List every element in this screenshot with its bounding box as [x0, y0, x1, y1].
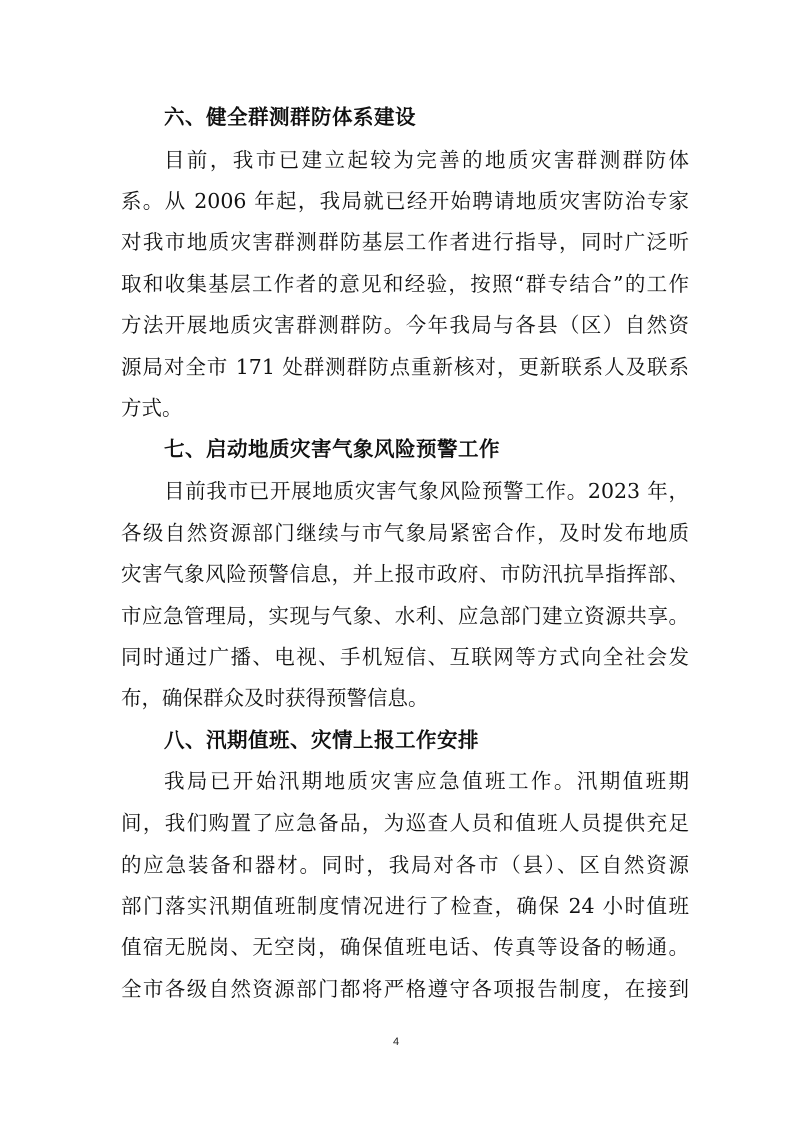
section-heading-6: 六、健全群测群防体系建设: [164, 105, 416, 129]
paragraph-line: 对我市地质灾害群测群防基层工作者进行指导，同时广泛听: [121, 230, 689, 254]
paragraph-line: 同时通过广播、电视、手机短信、互联网等方式向全社会发: [121, 645, 689, 669]
paragraph-line: 方法开展地质灾害群测群防。今年我局与各县（区）自然资: [121, 313, 689, 337]
paragraph-line: 全市各级自然资源部门都将严格遵守各项报告制度，在接到: [121, 977, 689, 1001]
paragraph-line: 各级自然资源部门继续与市气象局紧密合作，及时发布地质: [121, 521, 689, 545]
paragraph-line: 目前我市已开展地质灾害气象风险预警工作。2023 年，: [164, 479, 689, 503]
paragraph-line: 方式。: [121, 396, 183, 420]
section-heading-8: 八、汛期值班、灾情上报工作安排: [164, 728, 479, 752]
paragraph-line: 我局已开始汛期地质灾害应急值班工作。汛期值班期: [164, 769, 689, 793]
paragraph-line: 源局对全市 171 处群测群防点重新核对，更新联系人及联系: [121, 355, 689, 379]
paragraph-line: 取和收集基层工作者的意见和经验，按照“群专结合”的工作: [121, 272, 689, 296]
paragraph-line: 灾害气象风险预警信息，并上报市政府、市防汛抗旱指挥部、: [121, 562, 689, 586]
paragraph-line: 系。从 2006 年起，我局就已经开始聘请地质灾害防治专家: [121, 189, 689, 213]
page-number: 4: [392, 1036, 400, 1048]
section-heading-7: 七、启动地质灾害气象风险预警工作: [164, 437, 500, 461]
paragraph-line: 布，确保群众及时获得预警信息。: [121, 686, 429, 710]
paragraph-line: 的应急装备和器材。同时，我局对各市（县）、区自然资源: [121, 853, 689, 877]
paragraph-line: 间，我们购置了应急备品，为巡查人员和值班人员提供充足: [121, 811, 689, 835]
paragraph-line: 目前，我市已建立起较为完善的地质灾害群测群防体: [164, 148, 689, 172]
paragraph-line: 值宿无脱岗、无空岗，确保值班电话、传真等设备的畅通。: [121, 935, 689, 959]
paragraph-line: 部门落实汛期值班制度情况进行了检查，确保 24 小时值班: [121, 894, 689, 918]
paragraph-line: 市应急管理局，实现与气象、水利、应急部门建立资源共享。: [121, 604, 689, 628]
